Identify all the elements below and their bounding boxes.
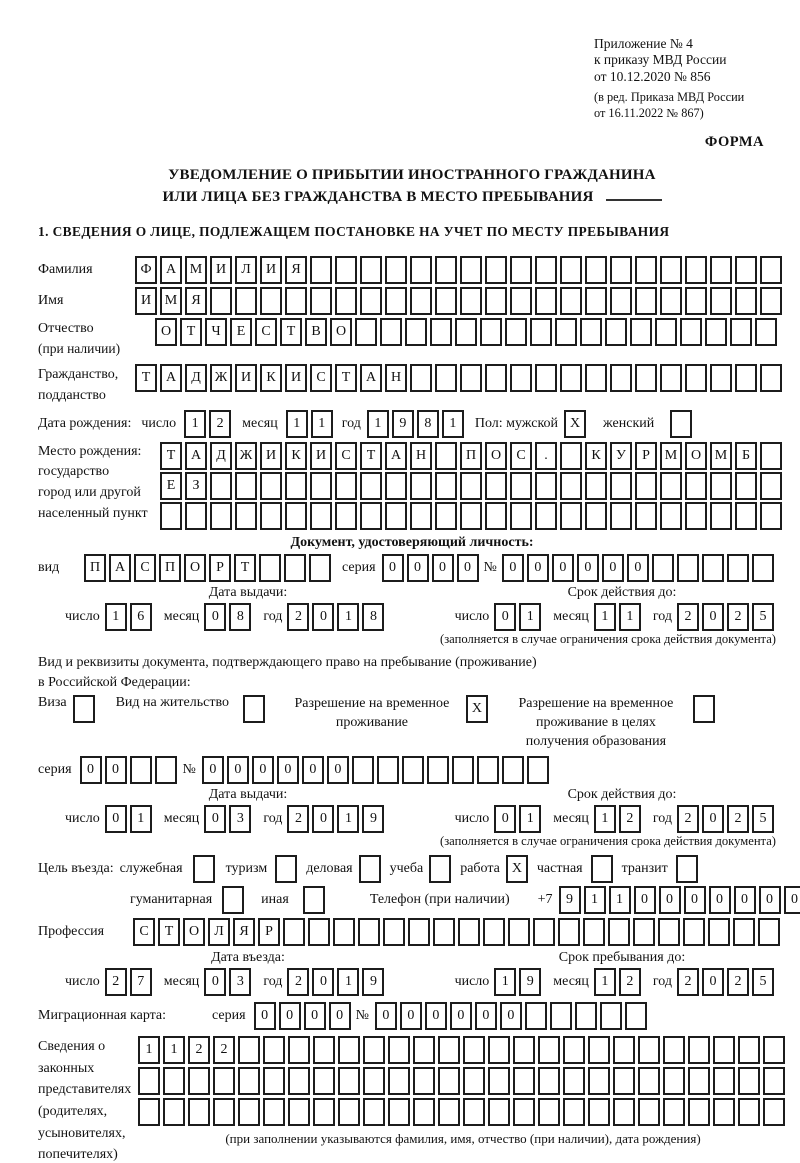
stay-month: 1 2 <box>594 968 644 996</box>
purpose-tourism-label: туризм <box>225 860 268 876</box>
birth-year-field: 1 9 8 1 <box>367 410 467 438</box>
patronymic-row <box>38 318 786 359</box>
residence-doc-options <box>38 695 786 752</box>
title-line-1: УВЕДОМЛЕНИЕ О ПРИБЫТИИ ИНОСТРАННОГО ГРАЖДАНИНА <box>168 167 656 184</box>
number-sign: № <box>355 1007 369 1023</box>
representatives-label: Сведения о законных представителях (родителях, усыновителях, попечителях) <box>38 1038 132 1163</box>
patronymic-label: Отчество (при наличии) <box>38 318 155 359</box>
issue-date-label: Дата выдачи: <box>208 786 288 802</box>
phone-field: 9 1 1 0 0 0 0 0 0 0 <box>559 886 800 914</box>
profession-row <box>38 918 786 946</box>
patronymic-field: О Т Ч Е С Т В О <box>155 318 780 346</box>
doc-number-field: 0 0 0 0 0 0 <box>502 554 777 582</box>
migration-card-row <box>38 1002 786 1030</box>
visa-checkbox <box>73 695 95 723</box>
number-sign: № <box>483 559 497 575</box>
purpose-official-label: служебная <box>119 860 183 876</box>
purpose-other-label: иная <box>261 891 289 907</box>
doc-series-field: 0 0 0 0 <box>382 554 482 582</box>
temp-residence-checkbox: X <box>466 695 488 723</box>
migration-series-field: 0 0 0 0 <box>254 1002 354 1030</box>
amendment-line: (в ред. Приказа МВД России <box>594 90 745 105</box>
surname-row <box>38 256 786 284</box>
surname-label: Фамилия <box>38 262 93 278</box>
purpose-private-checkbox <box>591 855 613 883</box>
appendix-line: к приказу МВД России <box>594 52 727 68</box>
residence-expiry-year: 2 0 2 5 <box>677 805 777 833</box>
entry-month: 0 3 <box>204 968 254 996</box>
doc-expiry-month: 1 1 <box>594 603 644 631</box>
stay-day: 1 9 <box>494 968 544 996</box>
identity-doc-heading: Документ, удостоверяющий личность: <box>290 534 534 550</box>
amendment-line: от 16.11.2022 № 867) <box>594 106 704 121</box>
given-name-field: И М Я <box>135 287 785 315</box>
citizenship-label: Гражданство, подданство <box>38 366 119 403</box>
purpose-transit-checkbox <box>676 855 698 883</box>
title-line-2: ИЛИ ЛИЦА БЕЗ ГРАЖДАНСТВА В МЕСТО ПРЕБЫВАНИЯ <box>38 186 786 208</box>
validity-note: (заполняется в случае ограничения срока действия документа) <box>440 631 776 646</box>
given-name-row <box>38 287 786 315</box>
series-label: серия <box>212 1007 246 1023</box>
purpose-business-label: деловая <box>306 860 353 876</box>
stay-year: 2 0 2 5 <box>677 968 777 996</box>
visa-label: Виза <box>38 695 67 711</box>
residence-series-field: 0 0 <box>80 756 180 784</box>
citizenship-field: Т А Д Ж И К И С Т А Н <box>135 364 785 392</box>
birth-place-label: Место рождения: государство город или другой населенный пункт <box>38 443 148 521</box>
residence-issue-year: 2 0 1 9 <box>287 805 387 833</box>
representatives-field-line2 <box>138 1067 788 1095</box>
purpose-study-label: учеба <box>389 860 424 876</box>
purpose-official-checkbox <box>193 855 215 883</box>
birth-month-field: 1 1 <box>286 410 336 438</box>
residence-issue-month: 0 3 <box>204 805 254 833</box>
migration-card-label: Миграционная карта: <box>38 1007 167 1023</box>
entry-dates-row: число 2 7 месяц 0 3 год 2 0 1 9 число 1 9 месяц 1 2 год 2 0 2 5 <box>38 968 786 996</box>
stay-until-label: Срок пребывания до: <box>558 949 686 965</box>
entry-day: 2 7 <box>105 968 155 996</box>
purpose-humanitarian-label: гуманитарная <box>130 891 213 907</box>
valid-until-label: Срок действия до: <box>567 584 677 600</box>
validity-note: (заполняется в случае ограничения срока действия документа) <box>440 833 776 848</box>
appendix-header <box>594 36 786 122</box>
representatives-footnote: (при заполнении указываются фамилия, имя, отчество (при наличии), дата рождения) <box>225 1130 701 1146</box>
migration-number-field: 0 0 0 0 0 0 <box>375 1002 650 1030</box>
residence-expiry-day: 0 1 <box>494 805 544 833</box>
birth-place-field-line3 <box>160 502 785 530</box>
surname-field: Ф А М И Л И Я <box>135 256 785 284</box>
doc-kind-label: вид <box>38 559 60 575</box>
residence-date-headers <box>38 787 786 803</box>
day-label: число <box>141 415 177 431</box>
identity-doc-row <box>38 554 786 582</box>
phone-label: Телефон (при наличии) <box>369 891 510 907</box>
temp-residence-education-label: Разрешение на временное проживание в целях получения образования <box>518 696 674 749</box>
purpose-study-checkbox <box>429 855 451 883</box>
entry-date-headers <box>38 950 786 966</box>
residence-number-field: 0 0 0 0 0 0 <box>202 756 552 784</box>
residence-permit-label: Вид на жительство <box>115 695 229 711</box>
representatives-field-line3 <box>138 1098 788 1126</box>
representatives-field-line1: 1 1 2 2 <box>138 1036 788 1064</box>
entry-year: 2 0 1 9 <box>287 968 387 996</box>
given-name-label: Имя <box>38 293 64 309</box>
number-sign: № <box>182 761 196 777</box>
identity-doc-date-headers <box>38 585 786 601</box>
birth-place-field-line1: Т А Д Ж И К И С Т А Н П О С . К У Р М О М Б <box>160 442 785 470</box>
doc-kind-field: П А С П О Р Т <box>84 554 334 582</box>
title-underline <box>606 186 662 201</box>
sex-female-checkbox <box>670 410 692 438</box>
sex-female-label: женский <box>603 415 655 431</box>
residence-doc-intro: Вид и реквизиты документа, подтверждающего право на пребывание (проживание) в Российской Федерации: <box>38 654 537 690</box>
purpose-transit-label: транзит <box>621 860 668 876</box>
patronymic-note: (при наличии) <box>38 341 121 357</box>
appendix-line: от 10.12.2020 № 856 <box>594 68 711 84</box>
purpose-tourism-checkbox <box>275 855 297 883</box>
representatives-row <box>38 1036 786 1163</box>
section1-heading: 1. СВЕДЕНИЯ О ЛИЦЕ, ПОДЛЕЖАЩЕМ ПОСТАНОВКЕ НА УЧЕТ ПО МЕСТУ ПРЕБЫВАНИЯ <box>38 224 670 240</box>
purpose-work-label: работа <box>460 860 500 876</box>
birth-place-field-line2: Е З <box>160 472 785 500</box>
purpose-private-label: частная <box>536 860 583 876</box>
purpose-humanitarian-checkbox <box>222 886 244 914</box>
month-label: месяц <box>242 415 278 431</box>
year-label: год <box>341 415 361 431</box>
sex-male-checkbox: X <box>564 410 586 438</box>
doc-issue-year: 2 0 1 8 <box>287 603 387 631</box>
sex-male-label: Пол: мужской <box>474 415 559 431</box>
phone-prefix: +7 <box>537 891 553 907</box>
doc-issue-day: 1 6 <box>105 603 155 631</box>
doc-expiry-year: 2 0 2 5 <box>677 603 777 631</box>
birth-day-field: 1 2 <box>184 410 234 438</box>
purpose-other-checkbox <box>303 886 325 914</box>
residence-dates-row: число 0 1 месяц 0 3 год 2 0 1 9 число 0 1 месяц 1 2 год 2 0 2 5 <box>38 805 786 833</box>
purpose-work-checkbox: X <box>506 855 528 883</box>
residence-issue-day: 0 1 <box>105 805 155 833</box>
entry-date-label: Дата въезда: <box>211 949 285 965</box>
temp-residence-education-checkbox <box>693 695 715 723</box>
residence-expiry-month: 1 2 <box>594 805 644 833</box>
residence-permit-checkbox <box>243 695 265 723</box>
profession-field: С Т О Л Я Р <box>133 918 783 946</box>
birth-date-row <box>38 410 786 438</box>
page-title <box>38 165 786 208</box>
purpose-phone-row <box>38 886 799 914</box>
profession-label: Профессия <box>38 923 105 939</box>
doc-issue-month: 0 8 <box>204 603 254 631</box>
purpose-label: Цель въезда: <box>38 860 114 876</box>
doc-expiry-day: 0 1 <box>494 603 544 631</box>
identity-doc-dates-row: число 1 6 месяц 0 8 год 2 0 1 8 число 0 1 месяц 1 1 год 2 0 2 5 <box>38 603 786 631</box>
temp-residence-label: Разрешение на временное проживание <box>294 696 450 731</box>
birth-date-label: Дата рождения: <box>38 415 132 431</box>
purpose-business-checkbox <box>359 855 381 883</box>
form-label: ФОРМА <box>704 134 764 151</box>
residence-series-row <box>38 756 786 784</box>
series-label: серия <box>38 761 72 777</box>
entry-purpose-row <box>38 855 786 883</box>
issue-date-label: Дата выдачи: <box>208 584 288 600</box>
valid-until-label: Срок действия до: <box>567 786 677 802</box>
appendix-line: Приложение № 4 <box>594 36 693 51</box>
birth-place-row <box>38 442 786 532</box>
citizenship-row <box>38 364 786 406</box>
series-label: серия <box>342 559 376 575</box>
